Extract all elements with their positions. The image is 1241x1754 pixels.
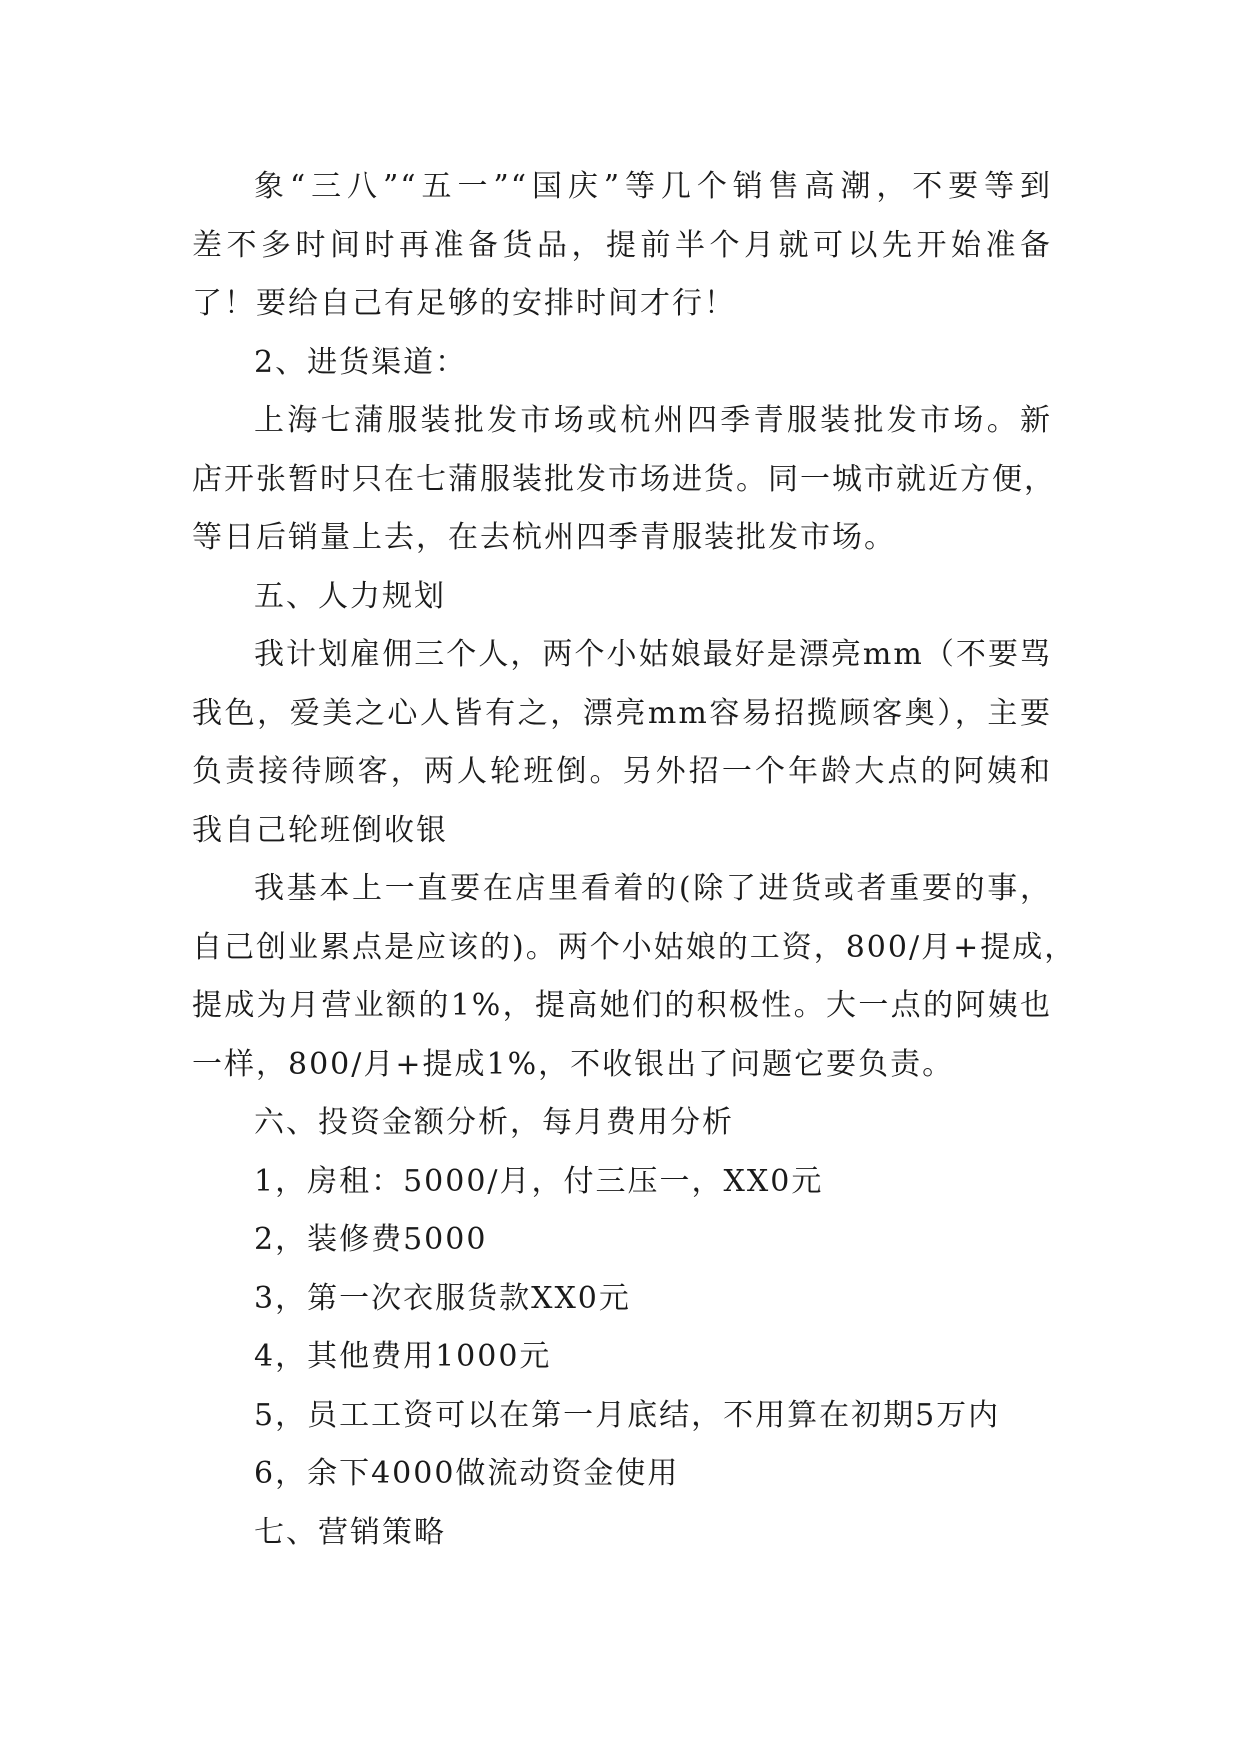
paragraph-line: 差不多时间时再准备货品，提前半个月就可以先开始准备 bbox=[192, 227, 1052, 263]
list-item: 4，其他费用1000元 bbox=[254, 1339, 552, 1374]
paragraph-line: 我色，爱美之心人皆有之，漂亮mm容易招揽顾客奥），主要 bbox=[192, 695, 1052, 731]
list-item: 5，员工工资可以在第一月底结，不用算在初期5万内 bbox=[254, 1397, 1001, 1433]
paragraph-line: 我基本上一直要在店里看着的(除了进货或者重要的事， bbox=[254, 871, 1052, 906]
section-heading: 五、人力规划 bbox=[254, 578, 446, 614]
paragraph-line: 象“三八”“五一”“国庆”等几个销售高潮，不要等到 bbox=[254, 169, 1052, 204]
section-heading: 七、营销策略 bbox=[254, 1514, 446, 1550]
paragraph-line: 我计划雇佣三个人，两个小姑娘最好是漂亮mm（不要骂 bbox=[254, 637, 1052, 672]
paragraph-line: 我自己轮班倒收银 bbox=[192, 812, 448, 848]
paragraph-line: 上海七蒲服装批发市场或杭州四季青服装批发市场。新 bbox=[254, 403, 1052, 438]
paragraph-line: 了！要给自己有足够的安排时间才行！ bbox=[192, 286, 736, 321]
paragraph-line: 等日后销量上去，在去杭州四季青服装批发市场。 bbox=[192, 520, 896, 555]
list-item: 3，第一次衣服货款XX0元 bbox=[254, 1280, 631, 1316]
paragraph-line: 一样，800/月+提成1%，不收银出了问题它要负责。 bbox=[192, 1046, 955, 1082]
section-heading: 六、投资金额分析，每月费用分析 bbox=[254, 1105, 734, 1140]
list-item: 6，余下4000做流动资金使用 bbox=[254, 1456, 680, 1491]
paragraph-line: 提成为月营业额的1%，提高她们的积极性。大一点的阿姨也 bbox=[192, 988, 1052, 1023]
list-item: 1，房租：5000/月，付三压一，XX0元 bbox=[254, 1163, 824, 1199]
document-body bbox=[192, 158, 1077, 1562]
paragraph-line: 自己创业累点是应该的)。两个小姑娘的工资，800/月+提成， bbox=[192, 929, 1077, 965]
list-item: 2，装修费5000 bbox=[254, 1222, 488, 1257]
paragraph-line: 店开张暂时只在七蒲服装批发市场进货。同一城市就近方便， bbox=[192, 461, 1056, 497]
paragraph-line: 负责接待顾客，两人轮班倒。另外招一个年龄大点的阿姨和 bbox=[192, 754, 1052, 789]
section-heading: 2、进货渠道： bbox=[254, 344, 468, 380]
